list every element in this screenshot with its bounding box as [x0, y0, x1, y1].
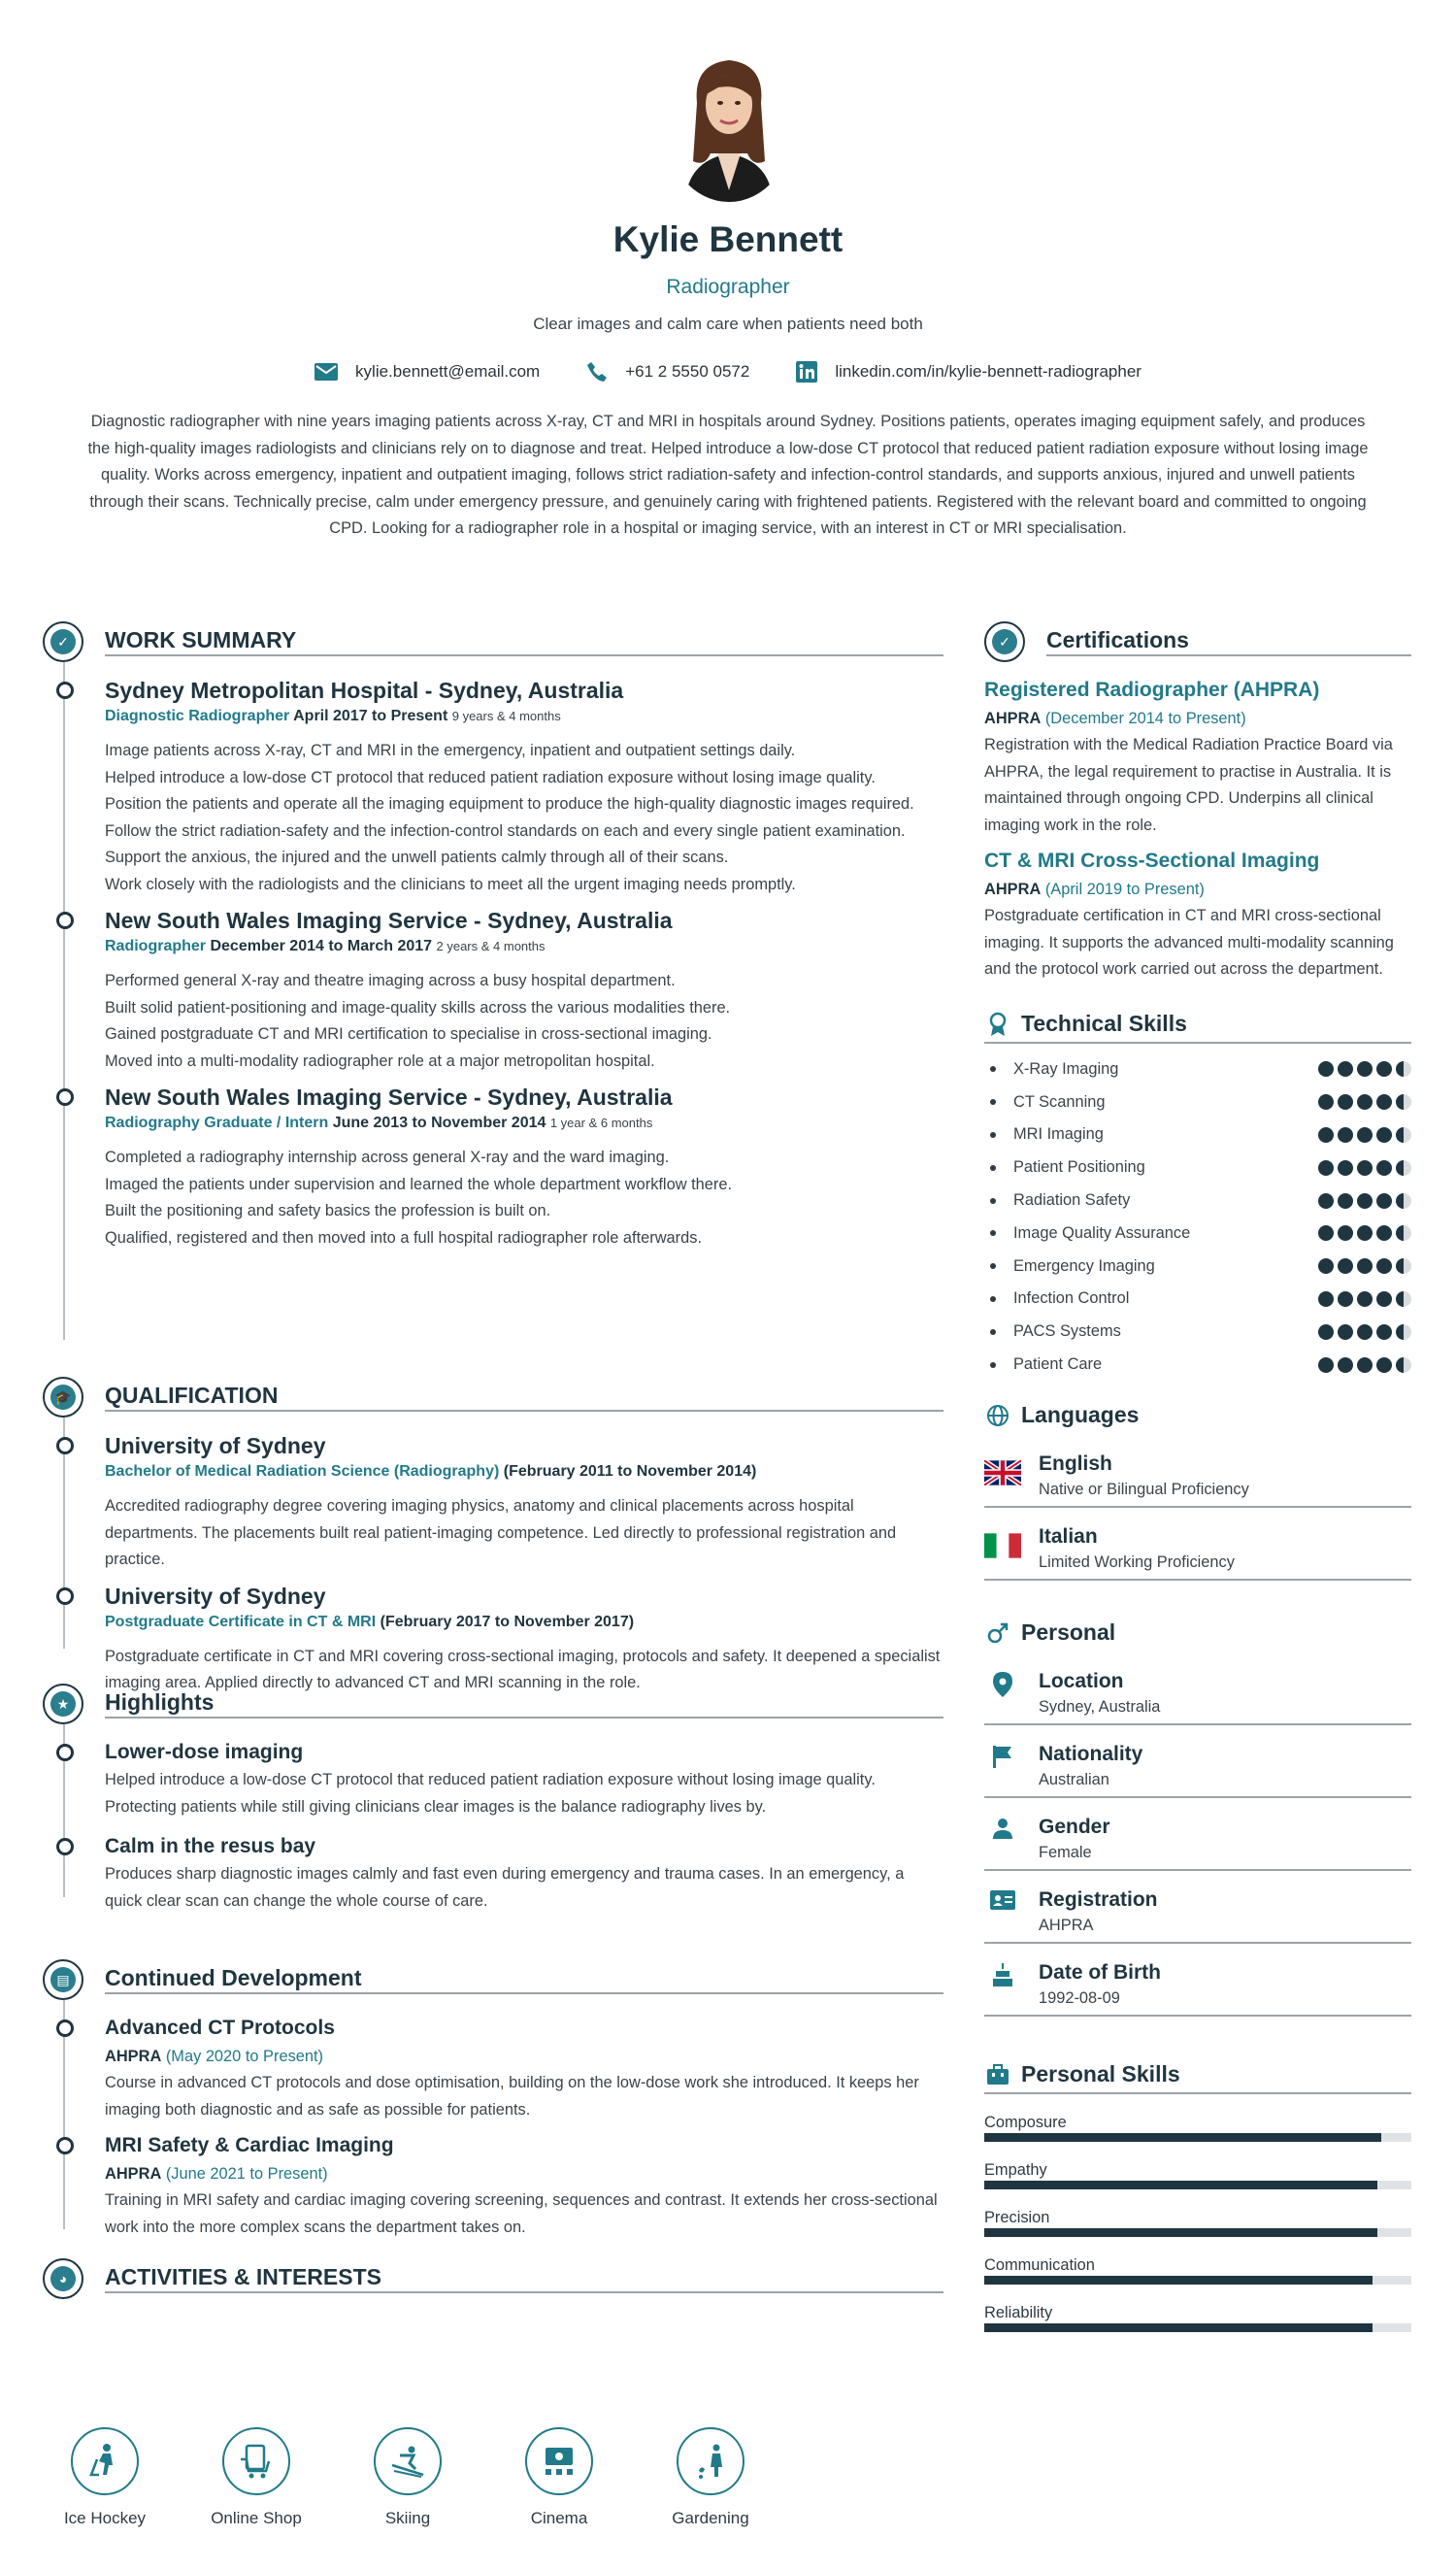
- phone-contact[interactable]: [586, 361, 749, 383]
- skiing-icon: [374, 2427, 442, 2495]
- personal-item-location: [984, 1652, 1411, 1725]
- skill-bar: [984, 2323, 1411, 2332]
- skill-item: [984, 1085, 1411, 1118]
- duty-line: Performed general X-ray and theatre imaging across a busy hospital department.: [105, 972, 676, 989]
- rating-dot: [1396, 1127, 1411, 1143]
- palette-icon: ◕: [43, 2258, 83, 2299]
- skill-name: Image Quality Assurance: [984, 1224, 1190, 1243]
- rating-dot: [1357, 1225, 1373, 1241]
- globe-icon: [984, 1402, 1011, 1429]
- personal-value: AHPRA: [1039, 1917, 1094, 1935]
- rating-dot: [1318, 1127, 1334, 1143]
- duration: 9 years & 4 months: [451, 709, 561, 723]
- profile-summary: Diagnostic radiographer with nine years imaging patients across X-ray, CT and MRI in hospitals around Sydney. Positions patients, operates imaging equipment safely, and produces the high-quality images radiologists and clinicians rely on to diagnose and treat. Helped introduce a low-dose CT protocol that reduced patient radiation exposure without losing image quality. Works across emergency, inpatient and outpatient imaging, follows strict radiation-safety and infection-control standards, and supports anxious, injured and unwell patients through their scans. Technically precise, calm under emergency pressure, and genuinely caring with frightened patients. Registered with the relevant board and committed to ongoing CPD. Looking for a radiographer role in a hospital or imaging service, with an interest in CT or MRI specialisation.: [87, 413, 1369, 537]
- course-entry: [105, 2131, 943, 2241]
- role: Radiography Graduate / Intern: [105, 1115, 329, 1131]
- section-title: WORK SUMMARY: [105, 627, 297, 652]
- rating-dot: [1376, 1061, 1392, 1077]
- rating-dot: [1338, 1291, 1353, 1307]
- duty-line: Position the patients and operate all the imaging equipment to produce the high-quality diagnostic images required.: [105, 795, 914, 813]
- dates: (December 2014 to Present): [1044, 710, 1246, 727]
- timeline-dot: [56, 1744, 74, 1761]
- personal-item-nationality: [984, 1725, 1411, 1798]
- role: Diagnostic Radiographer: [105, 708, 290, 724]
- activity-item: [497, 2427, 621, 2528]
- provider: AHPRA: [105, 2165, 162, 2183]
- language-level: Native or Bilingual Proficiency: [1039, 1481, 1249, 1499]
- language-name: English: [1039, 1452, 1112, 1476]
- right-column: [984, 621, 1411, 2350]
- rating-dot: [1318, 1291, 1334, 1307]
- section-title: Continued Development: [105, 1965, 362, 1990]
- activities-section: [43, 2258, 943, 2299]
- rating-dot: [1357, 1160, 1373, 1176]
- star-badge-icon: ★: [43, 1684, 83, 1724]
- personal-value: Female: [1039, 1844, 1092, 1862]
- rating-dot: [1376, 1094, 1392, 1110]
- ice-hockey-icon: [71, 2427, 139, 2495]
- skill-bar-fill: [984, 2276, 1373, 2285]
- location-pin-icon: [984, 1668, 1021, 1697]
- skill-bar: [984, 2181, 1411, 2189]
- activity-label: Online Shop: [211, 2509, 302, 2527]
- course-entry: [105, 2014, 943, 2123]
- personal-skill: [984, 2254, 1411, 2285]
- personal-section: [984, 1614, 1411, 2017]
- rating-dot: [1357, 1357, 1373, 1373]
- personal-skill-name: Precision: [984, 2209, 1050, 2227]
- dates: (February 2017 to November 2017): [380, 1613, 635, 1630]
- employer: New South Wales Imaging Service - Sydney, Australia: [105, 1085, 673, 1110]
- candidate-name: Kylie Bennett: [612, 219, 844, 259]
- rating-dot: [1396, 1258, 1411, 1274]
- personal-value: 1992-08-09: [1039, 1989, 1120, 2008]
- certification-entry: [984, 676, 1411, 839]
- rating-dot: [1338, 1258, 1353, 1274]
- personal-skill: [984, 2112, 1411, 2142]
- rating-dot: [1376, 1160, 1392, 1176]
- education-entry: [105, 1582, 943, 1697]
- rating-dot: [1376, 1193, 1392, 1209]
- verified-badge-icon: ✓: [984, 621, 1025, 662]
- highlight-title: Lower-dose imaging: [105, 1741, 304, 1763]
- uk-flag-icon: [984, 1460, 1021, 1485]
- rating-dot: [1376, 1324, 1392, 1340]
- rating-dot: [1396, 1324, 1411, 1340]
- duration: 1 year & 6 months: [549, 1116, 653, 1130]
- linkedin-icon: [796, 361, 817, 383]
- skill-item: [984, 1053, 1411, 1086]
- personal-skill-name: Communication: [984, 2256, 1095, 2275]
- rating-dot: [1357, 1291, 1373, 1307]
- email-text[interactable]: kylie.bennett@email.com: [355, 362, 541, 381]
- profile-photo: [664, 45, 794, 202]
- section-title: QUALIFICATION: [105, 1383, 279, 1408]
- award-ribbon-icon: [984, 1011, 1011, 1038]
- person-icon: [984, 1814, 1021, 1839]
- activity-item: [43, 2427, 167, 2528]
- description: Postgraduate certificate in CT and MRI covering cross-sectional imaging, protocols and safety. It deepened a specialist imaging area. Applied directly to advanced CT and MRI scanning in the role.: [105, 1647, 941, 1691]
- timeline-dot: [56, 682, 74, 699]
- rating-dot: [1376, 1258, 1392, 1274]
- highlight-entry: [105, 1738, 943, 1820]
- dates: (June 2021 to Present): [165, 2165, 328, 2183]
- tagline: Clear images and calm care when patients need both: [533, 315, 923, 333]
- rating-dot: [1396, 1225, 1411, 1241]
- language-item: [984, 1435, 1411, 1508]
- skill-rating: [1318, 1291, 1411, 1307]
- certification-entry: [984, 847, 1411, 984]
- email-contact[interactable]: [314, 361, 540, 383]
- school: University of Sydney: [105, 1583, 326, 1609]
- duty-line: Qualified, registered and then moved into a full hospital radiographer role afterwards.: [105, 1228, 703, 1247]
- linkedin-contact[interactable]: [796, 361, 1142, 383]
- briefcase-icon: [984, 2061, 1011, 2088]
- highlight-text: Helped introduce a low-dose CT protocol that reduced patient radiation exposure without losing image quality. Protecting patients while still giving clinicians clear images is the balance radiography lives by.: [105, 1771, 876, 1816]
- duty-line: Gained postgraduate CT and MRI certification to specialise in cross-sectional imaging.: [105, 1025, 712, 1043]
- skill-name: Infection Control: [984, 1289, 1129, 1308]
- graduation-cap-icon: 🎓: [43, 1377, 83, 1418]
- language-name: Italian: [1039, 1525, 1098, 1549]
- dates: December 2014 to March 2017: [210, 938, 433, 954]
- skill-name: Patient Care: [984, 1355, 1102, 1374]
- gender-icon: [984, 1619, 1011, 1647]
- skill-name: Radiation Safety: [984, 1191, 1130, 1210]
- personal-item-gender: [984, 1798, 1411, 1871]
- skill-item: [984, 1283, 1411, 1316]
- rating-dot: [1318, 1061, 1334, 1077]
- personal-skill: [984, 2207, 1411, 2237]
- skill-rating: [1318, 1160, 1411, 1176]
- activity-item: [346, 2427, 470, 2528]
- timeline-dot: [56, 2137, 74, 2154]
- rating-dot: [1357, 1061, 1373, 1077]
- timeline-dot: [56, 1088, 74, 1106]
- timeline-dot: [56, 1838, 74, 1855]
- duty-line: Work closely with the radiologists and the clinicians to meet all the urgent imaging needs promptly.: [105, 875, 796, 893]
- skill-bar: [984, 2276, 1411, 2285]
- skill-bar-fill: [984, 2181, 1377, 2189]
- rating-dot: [1318, 1193, 1334, 1209]
- skill-name: CT Scanning: [984, 1093, 1105, 1112]
- highlights-section: [43, 1684, 943, 1955]
- skill-name: Emergency Imaging: [984, 1257, 1155, 1276]
- duty-line: Support the anxious, the injured and the unwell patients calmly through all of their scans.: [105, 849, 729, 866]
- rating-dot: [1318, 1160, 1334, 1176]
- duty-line: Helped introduce a low-dose CT protocol that reduced patient radiation exposure without losing image quality.: [105, 768, 876, 786]
- skill-name: MRI Imaging: [984, 1125, 1104, 1144]
- rating-dot: [1338, 1193, 1353, 1209]
- rating-dot: [1338, 1357, 1353, 1373]
- cert-title: Registered Radiographer (AHPRA): [984, 679, 1320, 701]
- rating-dot: [1338, 1324, 1353, 1340]
- dates: (April 2019 to Present): [1044, 881, 1205, 898]
- rating-dot: [1396, 1061, 1411, 1077]
- language-level: Limited Working Proficiency: [1039, 1553, 1235, 1572]
- skill-bar-fill: [984, 2228, 1377, 2237]
- rating-dot: [1338, 1061, 1353, 1077]
- continued-development-section: [43, 1959, 943, 2287]
- cert-text: Postgraduate certification in CT and MRI cross-sectional imaging. It supports the advanced multi-modality scanning and the protocol work carried out across the department.: [984, 907, 1394, 978]
- job-title: Radiographer: [666, 276, 790, 298]
- rating-dot: [1318, 1258, 1334, 1274]
- rating-dot: [1338, 1160, 1353, 1176]
- duty-line: Image patients across X-ray, CT and MRI in the emergency, inpatient and outpatient settings daily.: [105, 742, 796, 759]
- rating-dot: [1357, 1193, 1373, 1209]
- highlight-title: Calm in the resus bay: [105, 1835, 316, 1857]
- skill-name: PACS Systems: [984, 1322, 1121, 1341]
- highlight-text: Produces sharp diagnostic images calmly and fast even during emergency and trauma cases. In an emergency, a quick clear scan can change the whole course of care.: [105, 1865, 905, 1910]
- qualification-section: [43, 1377, 943, 1707]
- education-entry: [105, 1431, 943, 1574]
- rating-dot: [1396, 1160, 1411, 1176]
- activity-label: Gardening: [672, 2509, 749, 2527]
- email-icon: [314, 363, 338, 381]
- shopping-cart-icon: [222, 2427, 290, 2495]
- phone-text[interactable]: +61 2 5550 0572: [625, 362, 750, 381]
- section-title: Personal: [1021, 1619, 1116, 1646]
- dates: June 2013 to November 2014: [332, 1115, 546, 1131]
- employer: New South Wales Imaging Service - Sydney, Australia: [105, 908, 673, 933]
- rating-dot: [1357, 1258, 1373, 1274]
- skill-rating: [1318, 1094, 1411, 1110]
- duty-line: Follow the strict radiation-safety and the infection-control standards on each and every single patient examination.: [105, 821, 906, 840]
- skill-rating: [1318, 1357, 1411, 1373]
- activity-item: [648, 2427, 773, 2528]
- verified-badge-icon: ✓: [43, 621, 83, 662]
- personal-label: Location: [1039, 1670, 1124, 1693]
- description: Accredited radiography degree covering imaging physics, anatomy and clinical placements across hospital departments. The placements built real patient-imaging competence. Led directly to professional registration and practice.: [105, 1497, 897, 1568]
- activity-label: Skiing: [384, 2509, 431, 2527]
- degree: Postgraduate Certificate in CT & MRI: [105, 1613, 377, 1630]
- work-entry: [105, 1083, 943, 1252]
- personal-skill-name: Reliability: [984, 2304, 1053, 2322]
- rating-dot: [1376, 1225, 1392, 1241]
- rating-dot: [1318, 1357, 1334, 1373]
- cake-icon: [984, 1959, 1021, 1986]
- section-title: ACTIVITIES & INTERESTS: [105, 2264, 381, 2289]
- work-entry: [105, 906, 943, 1075]
- personal-label: Gender: [1039, 1816, 1110, 1839]
- provider: AHPRA: [105, 2048, 162, 2065]
- cert-title: CT & MRI Cross-Sectional Imaging: [984, 850, 1320, 872]
- rating-dot: [1338, 1225, 1353, 1241]
- school: University of Sydney: [105, 1433, 326, 1458]
- activity-label: Cinema: [530, 2509, 588, 2527]
- rating-dot: [1396, 1193, 1411, 1209]
- duty-line: Built solid patient-positioning and image-quality skills across the various modalities there.: [105, 998, 731, 1017]
- skill-rating: [1318, 1061, 1411, 1077]
- timeline-dot: [56, 1587, 74, 1605]
- employer: Sydney Metropolitan Hospital - Sydney, Australia: [105, 678, 624, 703]
- personal-item-date-of-birth: [984, 1944, 1411, 2017]
- phone-icon: [586, 361, 608, 383]
- rating-dot: [1357, 1324, 1373, 1340]
- personal-skill: [984, 2302, 1411, 2332]
- highlight-entry: [105, 1832, 943, 1915]
- skill-bar: [984, 2228, 1411, 2237]
- skill-rating: [1318, 1193, 1411, 1209]
- certifications-section: [984, 621, 1411, 984]
- skill-item: [984, 1250, 1411, 1283]
- linkedin-text[interactable]: linkedin.com/in/kylie-bennett-radiographer: [835, 362, 1142, 381]
- skill-bar: [984, 2133, 1411, 2142]
- skill-item: [984, 1151, 1411, 1185]
- contact-bar: [0, 361, 1456, 383]
- technical-skills-section: [984, 1005, 1411, 1382]
- personal-value: Australian: [1039, 1771, 1109, 1789]
- personal-skill: [984, 2159, 1411, 2189]
- skill-rating: [1318, 1258, 1411, 1274]
- technical-skills-list: [984, 1053, 1411, 1382]
- duty-line: Built the positioning and safety basics the profession is built on.: [105, 1202, 551, 1219]
- section-title: Personal Skills: [1021, 2061, 1180, 2087]
- timeline-dot: [56, 912, 74, 929]
- rating-dot: [1357, 1127, 1373, 1143]
- personal-skill-name: Empathy: [984, 2161, 1047, 2180]
- rating-dot: [1396, 1094, 1411, 1110]
- work-summary-section: [43, 621, 943, 1340]
- open-book-icon: ▤: [43, 1959, 83, 2000]
- role: Radiographer: [105, 938, 207, 954]
- personal-label: Nationality: [1039, 1743, 1143, 1766]
- left-column: [43, 621, 943, 2299]
- section-title: Highlights: [105, 1689, 215, 1715]
- cert-text: Registration with the Medical Radiation Practice Board via AHPRA, the legal requirement to practise in Australia. It is maintained through ongoing CPD. Underpins all clinical imaging work in the role.: [984, 736, 1393, 834]
- degree: Bachelor of Medical Radiation Science (Radiography): [105, 1463, 500, 1480]
- skill-item: [984, 1217, 1411, 1250]
- personal-skill-name: Composure: [984, 2114, 1067, 2132]
- rating-dot: [1318, 1094, 1334, 1110]
- personal-label: Date of Birth: [1039, 1961, 1161, 1985]
- gardening-icon: [677, 2427, 745, 2495]
- personal-value: Sydney, Australia: [1039, 1698, 1161, 1717]
- course-title: MRI Safety & Cardiac Imaging: [105, 2134, 394, 2156]
- italy-flag-icon: [984, 1533, 1021, 1558]
- skill-bar-fill: [984, 2323, 1373, 2332]
- timeline-dot: [56, 1437, 74, 1454]
- issuer: AHPRA: [984, 881, 1042, 898]
- cinema-icon: [525, 2427, 593, 2495]
- rating-dot: [1376, 1127, 1392, 1143]
- skill-item: [984, 1118, 1411, 1151]
- languages-section: [984, 1396, 1411, 1581]
- section-title: Technical Skills: [1021, 1010, 1187, 1036]
- work-entry: [105, 676, 943, 898]
- personal-label: Registration: [1039, 1888, 1158, 1912]
- timeline-dot: [56, 2019, 74, 2037]
- rating-dot: [1357, 1094, 1373, 1110]
- skill-item: [984, 1349, 1411, 1382]
- section-title: Certifications: [1046, 627, 1189, 652]
- skill-item: [984, 1316, 1411, 1349]
- duty-line: Completed a radiography internship across general X-ray and the ward imaging.: [105, 1149, 670, 1166]
- dates: (February 2011 to November 2014): [503, 1463, 757, 1480]
- personal-skills-section: [984, 2055, 1411, 2332]
- personal-skills-list: [984, 2112, 1411, 2332]
- language-item: [984, 1508, 1411, 1581]
- course-text: Training in MRI safety and cardiac imaging covering screening, sequences and contrast. It extends her cross-sectional work into the more complex scans the department takes on.: [105, 2191, 938, 2236]
- rating-dot: [1376, 1291, 1392, 1307]
- skill-rating: [1318, 1225, 1411, 1241]
- rating-dot: [1396, 1357, 1411, 1373]
- skill-item: [984, 1185, 1411, 1218]
- duration: 2 years & 4 months: [436, 939, 546, 953]
- skill-rating: [1318, 1127, 1411, 1143]
- flag-icon: [984, 1741, 1021, 1768]
- rating-dot: [1318, 1225, 1334, 1241]
- rating-dot: [1338, 1094, 1353, 1110]
- personal-item-registration: [984, 1871, 1411, 1944]
- duty-line: Imaged the patients under supervision and learned the whole department workflow there.: [105, 1175, 732, 1193]
- activity-label: Ice Hockey: [63, 2509, 147, 2527]
- activities-list: [43, 2427, 773, 2528]
- rating-dot: [1376, 1357, 1392, 1373]
- course-title: Advanced CT Protocols: [105, 2017, 335, 2039]
- dates: April 2017 to Present: [293, 708, 448, 724]
- skill-rating: [1318, 1324, 1411, 1340]
- duty-line: Moved into a multi-modality radiographer role at a major metropolitan hospital.: [105, 1051, 655, 1070]
- rating-dot: [1338, 1127, 1353, 1143]
- skill-name: X-Ray Imaging: [984, 1060, 1118, 1079]
- rating-dot: [1396, 1291, 1411, 1307]
- skill-bar-fill: [984, 2133, 1381, 2142]
- rating-dot: [1318, 1324, 1334, 1340]
- skill-name: Patient Positioning: [984, 1158, 1145, 1177]
- dates: (May 2020 to Present): [165, 2048, 324, 2065]
- id-card-icon: [984, 1886, 1021, 1910]
- section-title: Languages: [1021, 1402, 1140, 1428]
- issuer: AHPRA: [984, 710, 1042, 727]
- course-text: Course in advanced CT protocols and dose optimisation, building on the low-dose work she introduced. It keeps her imaging both diagnostic and as safe as possible for patients.: [105, 2074, 919, 2119]
- activity-item: [194, 2427, 318, 2528]
